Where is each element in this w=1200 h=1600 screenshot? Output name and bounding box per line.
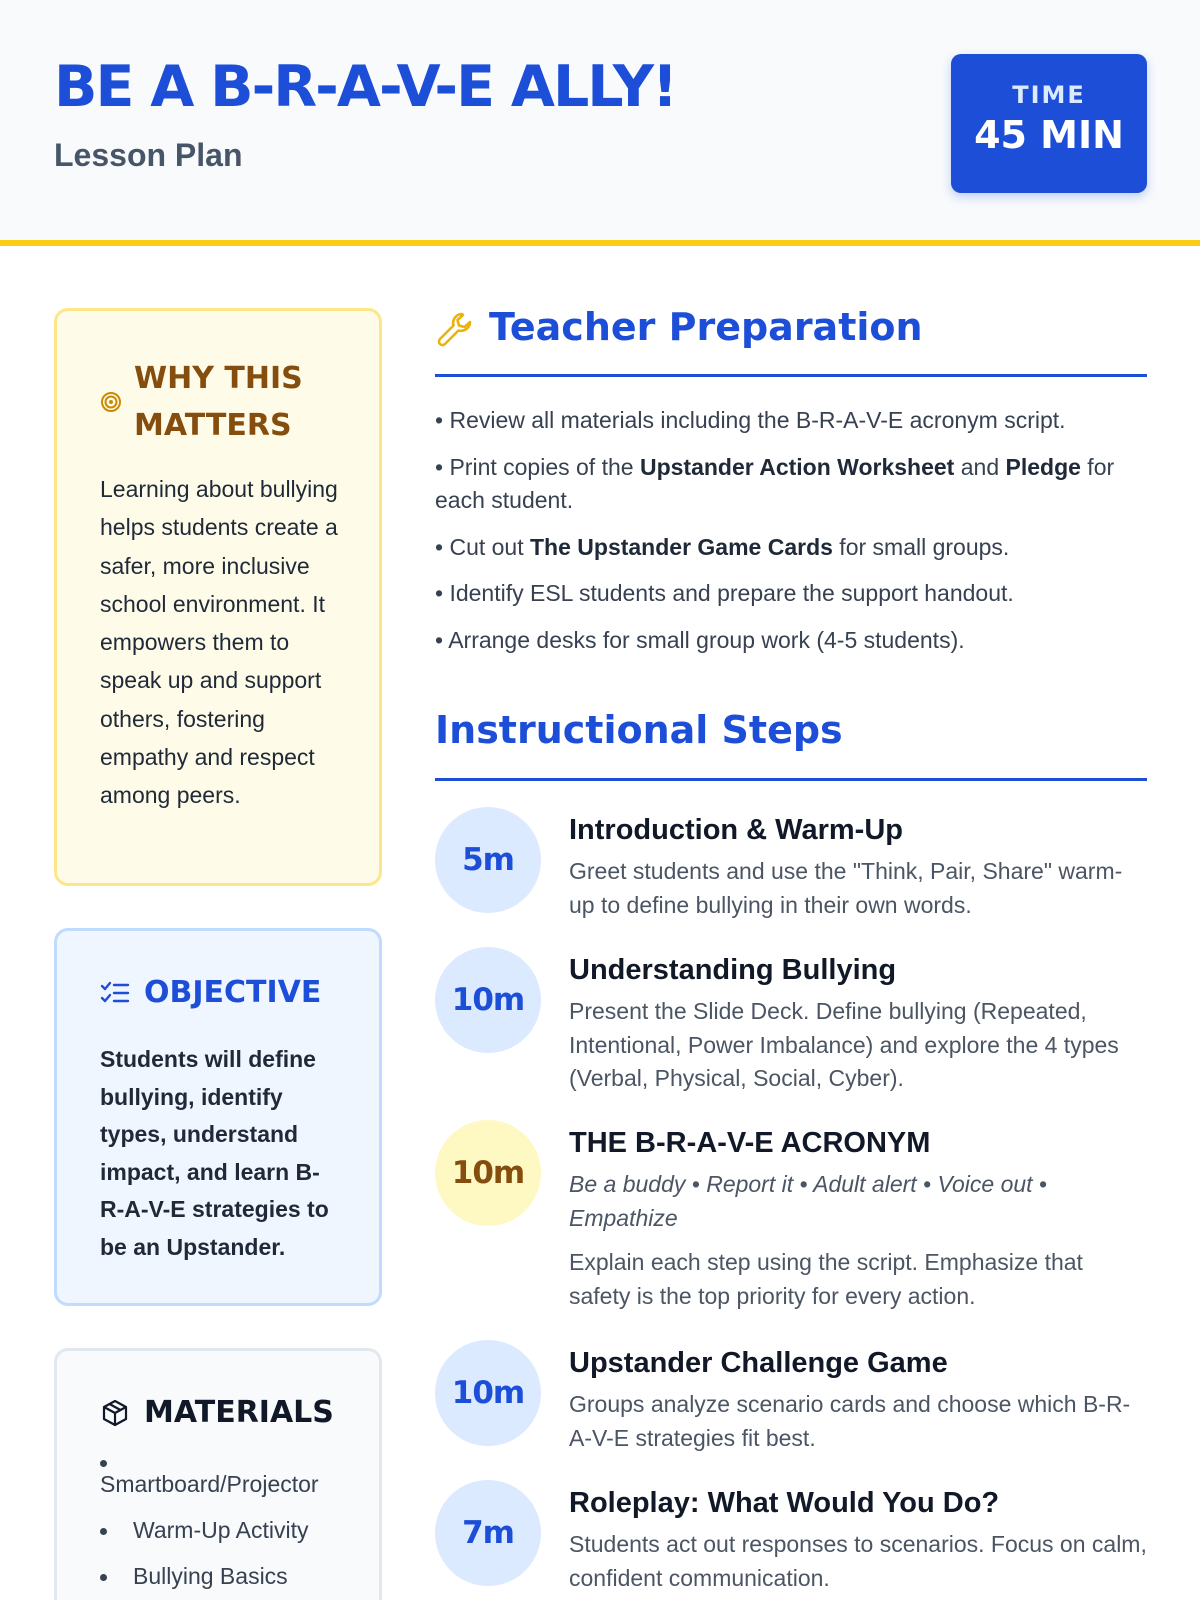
materials-heading: MATERIALS <box>144 1395 334 1430</box>
step-description: Students act out responses to scenarios. Focus on calm, confident communication. <box>569 1531 1147 1591</box>
why-heading-row <box>100 355 339 449</box>
step-time-badge: 10m <box>435 1340 541 1446</box>
list-item: • Identify ESL students and prepare the support handout. <box>435 580 1014 607</box>
list-item: Warm-Up Activity <box>100 1513 339 1547</box>
time-badge <box>951 54 1147 193</box>
materials-heading-row <box>100 1395 339 1430</box>
step-body <box>569 1480 1147 1595</box>
step-body <box>569 947 1147 1096</box>
step-description: Groups analyze scenario cards and choose which B-R-A-V-E strategies fit best. <box>569 1391 1131 1451</box>
list-item: • Arrange desks for small group work (4-5 students). <box>435 626 965 653</box>
step-title: Upstander Challenge Game <box>569 1347 948 1379</box>
teacher-preparation-list <box>435 404 1147 671</box>
target-icon <box>100 391 122 413</box>
time-value: 45 MIN <box>974 113 1124 157</box>
page-title: BE A B-R-A-V-E ALLY! <box>54 54 677 120</box>
list-item: • Print copies of the Upstander Action Worksheet and Pledge for each student. <box>435 453 1115 514</box>
teacher-preparation-heading <box>435 306 1147 377</box>
why-heading: WHY THIS MATTERS <box>134 361 303 443</box>
instructional-steps-heading: Instructional Steps <box>435 708 1147 781</box>
step-body <box>569 1340 1147 1455</box>
objective-heading: OBJECTIVE <box>144 975 322 1010</box>
list-item: • Cut out The Upstander Game Cards for small groups. <box>435 533 1010 560</box>
step-time-badge: 5m <box>435 807 541 913</box>
step-body <box>569 807 1147 922</box>
list-item: Bullying Basics <box>100 1559 339 1593</box>
objective-text: Students will define bullying, identify types, understand impact, and learn B-R-A-V-E strategies to be an Upstander. <box>100 1046 329 1260</box>
step-description: Explain each step using the script. Emphasize that safety is the top priority for every action. <box>569 1249 1083 1309</box>
bullet <box>100 1574 107 1581</box>
materials-card <box>54 1348 382 1600</box>
materials-list <box>100 1460 339 1593</box>
wrench-icon <box>435 310 475 350</box>
step-body <box>569 1120 1147 1313</box>
step-title: THE B-R-A-V-E ACRONYM <box>569 1127 931 1159</box>
step-description: Greet students and use the "Think, Pair, Share" warm-up to define bullying in their own words. <box>569 858 1123 918</box>
step-title: Roleplay: What Would You Do? <box>569 1487 1000 1519</box>
bullet <box>100 1460 107 1467</box>
box-icon <box>100 1398 130 1428</box>
time-label: TIME <box>1012 81 1086 109</box>
checklist-icon <box>100 980 130 1006</box>
step-time-badge: 10m <box>435 947 541 1053</box>
page-header <box>0 0 1200 246</box>
step-description: Present the Slide Deck. Define bullying (Repeated, Intentional, Power Imbalance) and explore the 4 types (Verbal, Physical, Social, Cyber). <box>569 998 1119 1092</box>
step-time-badge: 10m <box>435 1120 541 1226</box>
objective-heading-row <box>100 975 339 1010</box>
step-acronym-line: Be a buddy • Report it • Adult alert • Voice out • Empathize <box>569 1171 1047 1231</box>
step-time-badge: 7m <box>435 1480 541 1586</box>
page-subtitle: Lesson Plan <box>54 137 243 173</box>
teacher-preparation-title: Teacher Preparation <box>489 305 923 349</box>
step-title: Introduction & Warm-Up <box>569 814 903 846</box>
step-title: Understanding Bullying <box>569 954 897 986</box>
why-this-matters-card <box>54 308 382 886</box>
list-item: • Review all materials including the B-R-A-V-E acronym script. <box>435 407 1066 433</box>
objective-card <box>54 928 382 1306</box>
why-text: Learning about bullying helps students create a safer, more inclusive school environment. It empowers them to speak up and support others, fostering empathy and respect among peers. <box>100 476 338 809</box>
list-item: Smartboard/Projector <box>100 1460 339 1501</box>
bullet <box>100 1528 107 1535</box>
